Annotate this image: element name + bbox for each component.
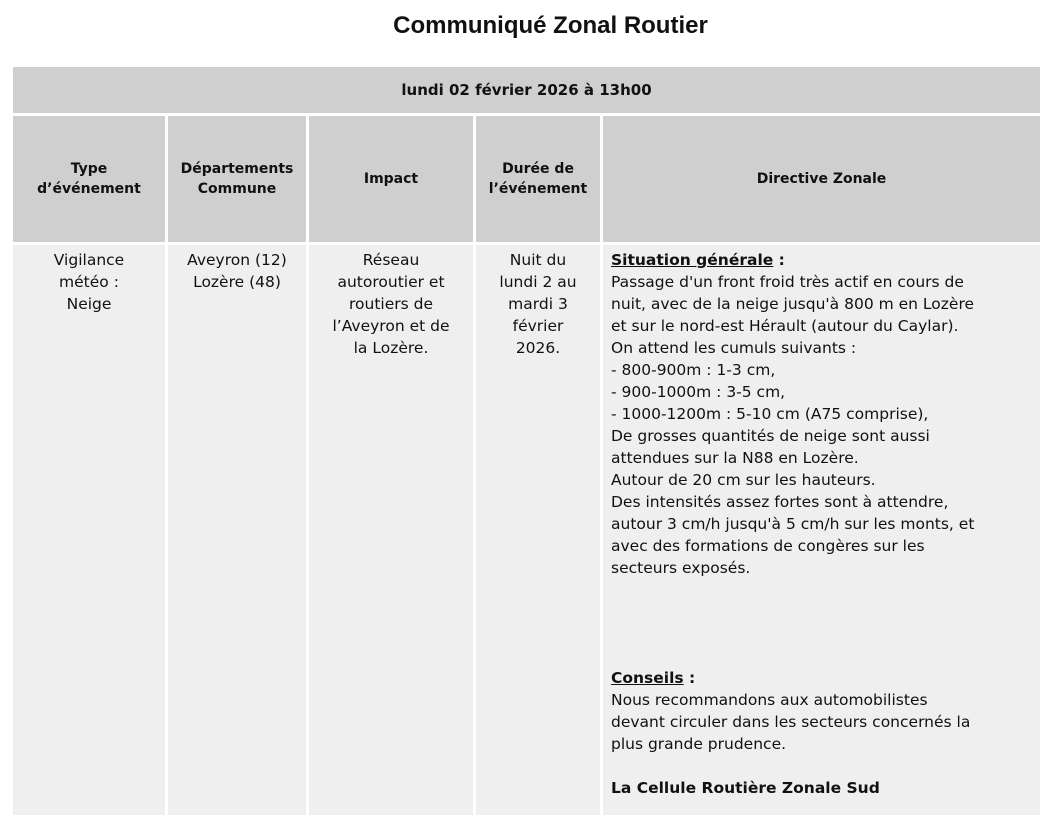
header-directive: Directive Zonale: [603, 116, 1040, 242]
communique-table: [10, 64, 1043, 818]
cell-duree: Nuit du lundi 2 au mardi 3 février 2026.: [476, 245, 600, 815]
conseils-heading: Conseils :: [611, 669, 696, 687]
conseils-text: Nous recommandons aux automobilistes devant circuler dans les secteurs concernés la plus grande prudence.: [611, 691, 971, 753]
page-title: Communiqué Zonal Routier: [393, 12, 708, 39]
cell-type: Vigilance météo : Neige: [13, 245, 165, 815]
situation-text: Passage d'un front froid très actif en cours de nuit, avec de la neige jusqu'à 800 m en Lozère et sur le nord-est Hérault (autour du Caylar). On attend les cumuls suivants : - 800-900m : 1-3 cm, - 900-1000m : 3-5 cm, - 1000-1200m : 5-10 cm (A75 comprise), De grosses quantités de neige sont aussi attendues sur la N88 en Lozère. Autour de 20 cm sur les hauteurs. Des intensités assez fortes sont à attendre, autour 3 cm/h jusqu'à 5 cm/h sur les monts, et avec des formations de congères sur les secteurs exposés.: [611, 273, 975, 577]
cell-directive: [603, 245, 1040, 815]
header-type: Type d’événement: [13, 116, 165, 242]
situation-heading: Situation générale :: [611, 251, 785, 269]
date-header: lundi 02 février 2026 à 13h00: [13, 67, 1040, 113]
signature: La Cellule Routière Zonale Sud: [611, 779, 880, 797]
cell-departements: Aveyron (12) Lozère (48): [168, 245, 306, 815]
header-duree: Durée de l’événement: [476, 116, 600, 242]
cell-impact: Réseau autoroutier et routiers de l’Aveyron et de la Lozère.: [309, 245, 473, 815]
header-departements: Départements Commune: [168, 116, 306, 242]
header-impact: Impact: [309, 116, 473, 242]
